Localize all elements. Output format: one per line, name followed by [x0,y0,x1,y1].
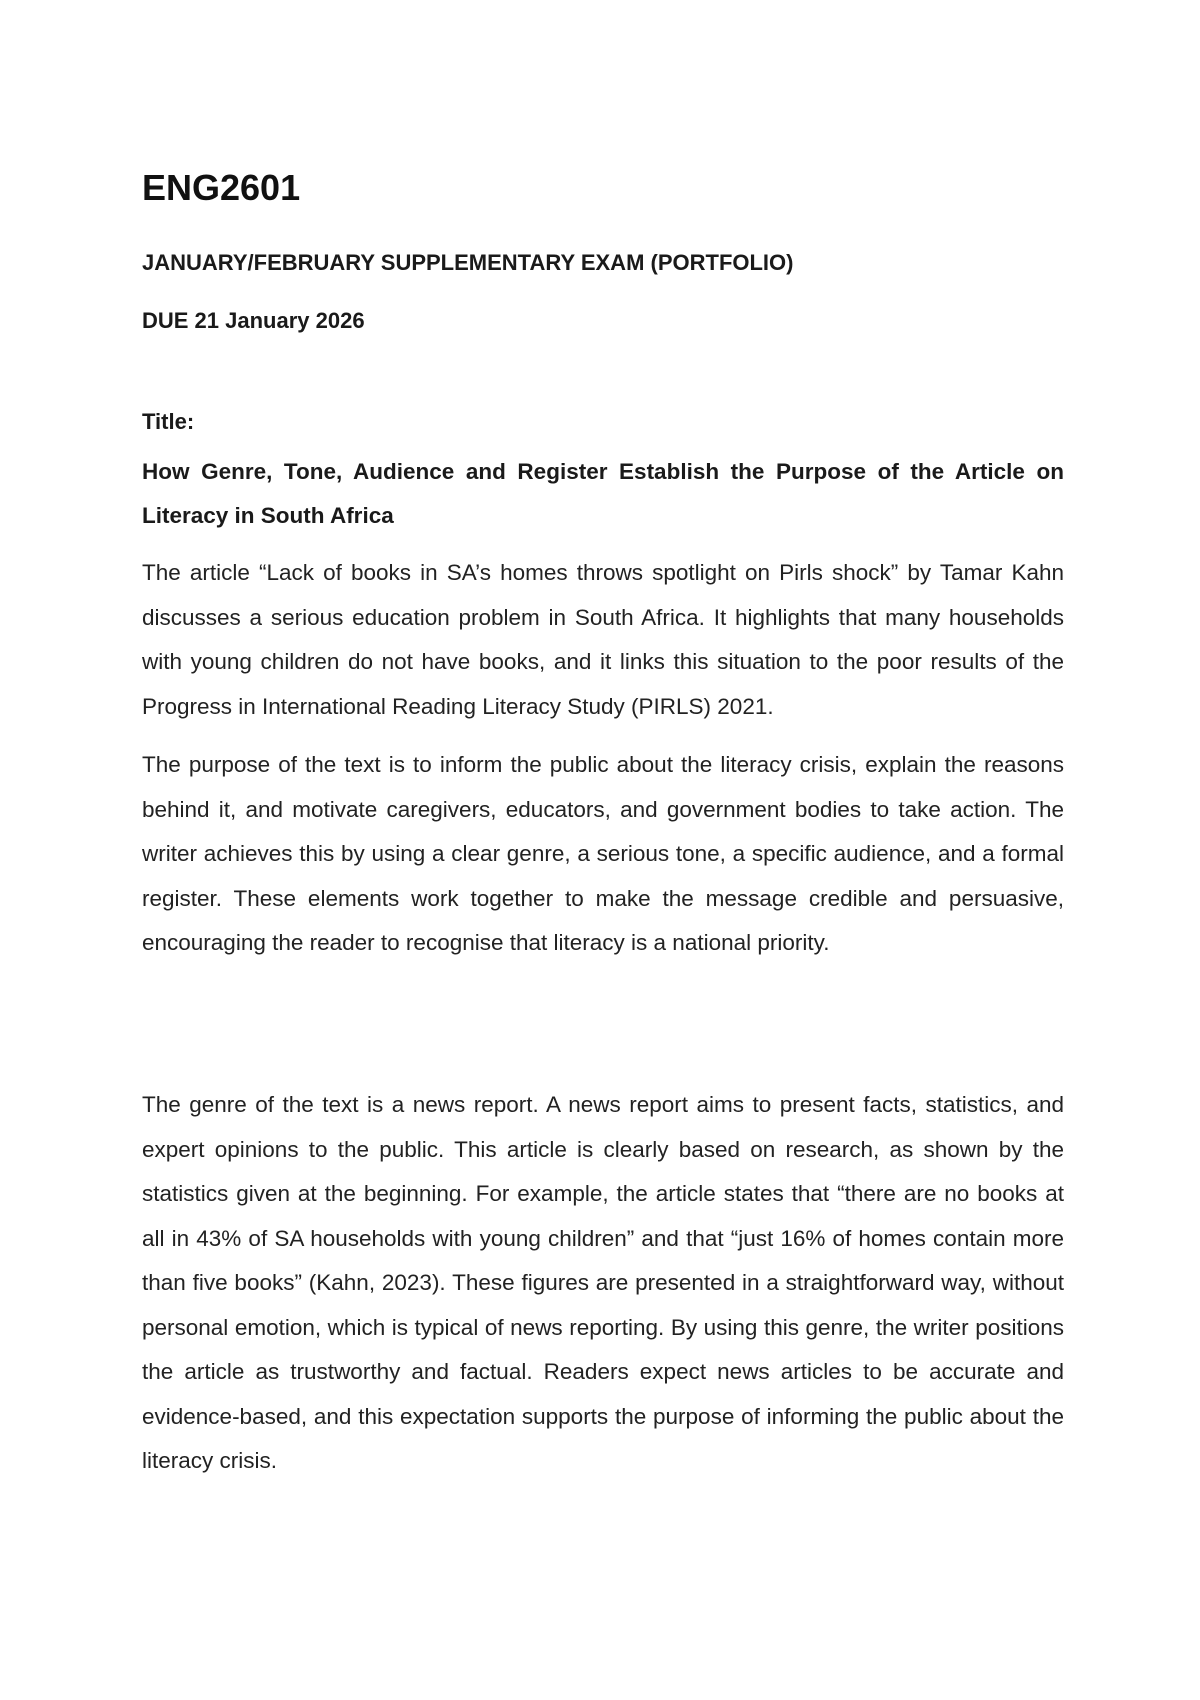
course-code-heading: ENG2601 [142,167,301,208]
exam-title: JANUARY/FEBRUARY SUPPLEMENTARY EXAM (PORTFOLIO) [142,250,794,275]
title-label: Title: [142,409,195,434]
paragraph-introduction: The article “Lack of books in SA’s homes throws spotlight on Pirls shock” by Tamar Kahn discusses a serious education problem in South Africa. It highlights that many households with young children do not have books, and it links this situation to the poor results of the Progress in International Reading Literacy Study (PIRLS) 2021. [142,560,1064,719]
paragraph-genre: The genre of the text is a news report. A news report aims to present facts, statistics, and expert opinions to the public. This article is clearly based on research, as shown by the statistics given at the beginning. For example, the article states that “there are no books at all in 43% of SA households with young children” and that “just 16% of homes contain more than five books” (Kahn, 2023). These figures are presented in a straightforward way, without personal emotion, which is typical of news reporting. By using this genre, the writer positions the article as trustworthy and factual. Readers expect news articles to be accurate and evidence-based, and this expectation supports the purpose of informing the public about the literacy crisis. [142,1092,1064,1473]
paragraph-purpose: The purpose of the text is to inform the public about the literacy crisis, explain the reasons behind it, and motivate caregivers, educators, and government bodies to take action. The writer achieves this by using a clear genre, a serious tone, a specific audience, and a formal register. These elements work together to make the message credible and persuasive, encouraging the reader to recognise that literacy is a national priority. [142,752,1064,955]
due-date: DUE 21 January 2026 [142,308,365,333]
essay-title: How Genre, Tone, Audience and Register Establish the Purpose of the Article on Literacy in South Africa [142,459,1064,528]
